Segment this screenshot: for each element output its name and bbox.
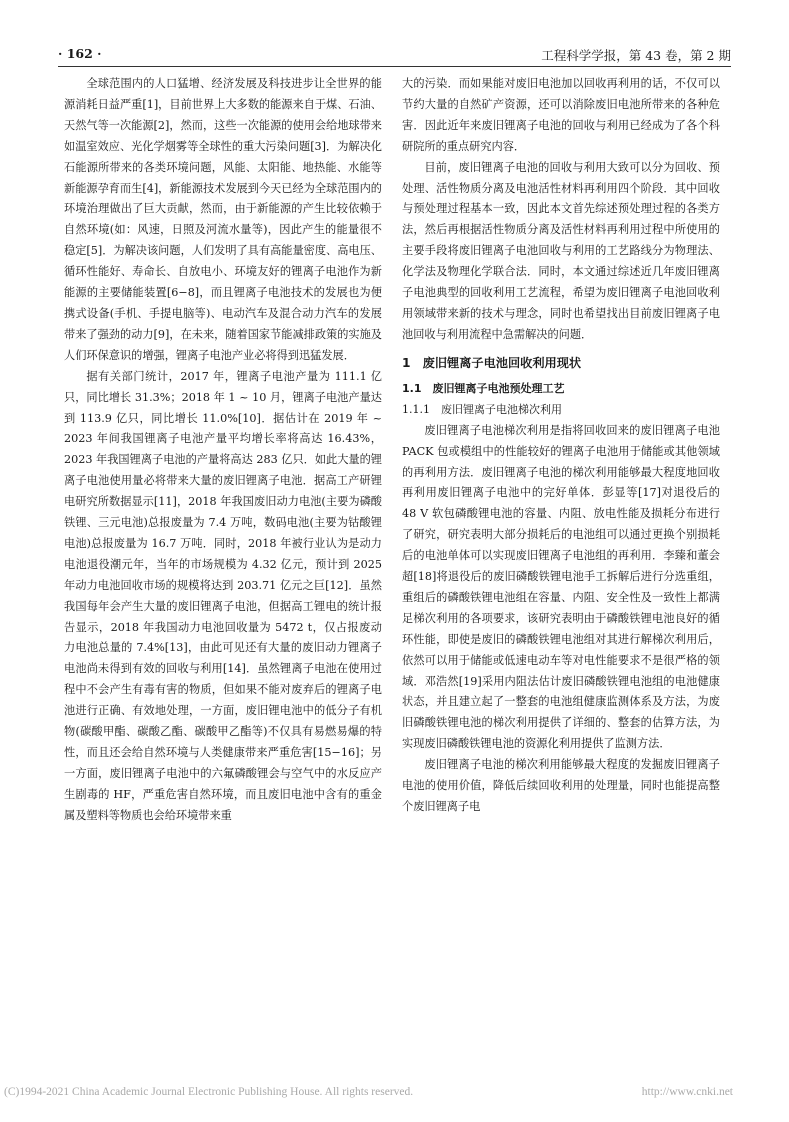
- paragraph: 目前，废旧锂离子电池的回收与利用大致可以分为回收、预处理、活性物质分离及电池活性材料再利用四个阶段．其中回收与预处理过程基本一致，因此本文首先综述预处理过程的各类方法，然后再根据活性物质分离及活性材料再利用过程中所使用的主要手段将废旧锂离子电池回收与利用的工艺路线分为物理法、化学法及物理化学联合法．同时，本文通过综述近几年废旧锂离子电池典型的回收利用工艺流程，希望为废旧锂离子电池回收利用领域带来新的技术与理念，同时也希望找出目前废旧锂离子电池回收与利用流程中急需解决的问题．: [402, 160, 720, 341]
- paragraph: 据有关部门统计，2017 年，锂离子电池产量为 111.1 亿只，同比增长 31.3%；2018 年 1 ~ 10 月，锂离子电池产量达到 113.9 亿只，同比增长 11.0%[10]．据估计在 2019 年 ~ 2023 年间我国锂离子电池产量平均增长率将高达 16.43%，2023 年我国锂离子电池的产量将高达 283 亿只．如此大量的锂离子电池使用量必将带来大量的废旧锂离子电池．据高工产研锂电研究所数据显示[11]，2018 年我国废旧动力电池(主要为磷酸铁锂、三元电池)总报废量为 7.4 万吨，数码电池(主要为钴酸锂电池)总报废量为 16.7 万吨．同时，2018 年被行业认为是动力电池退役潮元年，当年的市场规模为 4.32 亿元，预计到 2025 年动力电池回收市场的规模将达到 203.71 亿元之巨[12]．虽然我国每年会产生大量的废旧锂离子电池，但据高工锂电的统计报告显示，2018 年我国动力电池回收量为 5472 t，仅占报废动力电池总量的 7.4%[13]，由此可见还有大量的废旧动力锂离子电池尚未得到有效的回收与利用[14]．虽然锂离子电池在使用过程中不会产生有毒有害的物质，但如果不能对废弃后的锂离子电池进行正确、有效地处理，一方面，废旧锂电池中的低分子有机物(碳酸甲酯、碳酸乙酯、碳酸甲乙酯等)不仅具有易燃易爆的特性，而且还会给自然环境与人类健康带来严重危害[15−16]；另一方面，废旧锂离子电池中的六氟磷酸锂会与空气中的水反应产生剧毒的 HF，严重危害自然环境，而且废旧电池中含有的重金属及塑料等物质也会给环境带来重: [64, 369, 382, 822]
- paragraph: 废旧锂离子电池梯次利用是指将回收回来的废旧锂离子电池 PACK 包或模组中的性能较好的锂离子电池用于储能或其他领域的再利用方法．废旧锂离子电池的梯次利用能够最大程度地回收再利用废旧锂离子电池中的完好单体．彭显等[17]对退役后的 48 V 软包磷酸锂电池的容量、内阻、放电性能及损耗分布进行了研究，研究表明大部分损耗后的电池组可以通过更换个别损耗后的电池单体可以实现废旧锂离子电池组的再利用．李臻和董会超[18]将退役后的废旧磷酸铁锂电池手工拆解后进行分选重组，重组后的磷酸铁锂电池组在容量、内阻、安全性及一致性上都满足梯次利用的各项要求，该研究表明由于磷酸铁锂电池良好的循环性能，即使是废旧的磷酸铁锂电池组对其进行解梯次利用后，依然可以用于储能或低速电动车等对电性能要求不是很严格的领域．邓浩然[19]采用内阻法估计废旧磷酸铁锂电池组的电池健康状态，并且建立起了一整套的电池组健康监测体系及方法，为废旧磷酸铁锂电池的梯次利用提供了详细的、整套的估算方法，为实现废旧磷酸铁锂电池的资源化利用提供了监测方法．: [402, 423, 720, 751]
- header-rule: [58, 66, 731, 67]
- page-number: · 162 ·: [58, 46, 102, 61]
- right-column: [402, 74, 720, 818]
- page-header: [58, 46, 731, 66]
- footer-link[interactable]: http://www.cnki.net: [641, 1086, 733, 1098]
- paragraph-continued: 大的污染．而如果能对废旧电池加以回收再利用的话，不仅可以节约大量的自然矿产资源，还可以消除废旧电池所带来的各种危害．因此近年来废旧锂离子电池的回收与利用已经成为了各个科研院所的重点研究内容．: [402, 77, 720, 153]
- journal-info: 工程科学学报，第 43 卷，第 2 期: [541, 48, 731, 63]
- subsection-title: 1.1 废旧锂离子电池预处理工艺: [402, 381, 565, 395]
- left-column: [64, 74, 382, 827]
- subsubsection-title: 1.1.1 废旧锂离子电池梯次利用: [402, 402, 562, 416]
- section-title: 1 废旧锂离子电池回收利用现状: [402, 355, 582, 370]
- paragraph: 废旧锂离子电池的梯次利用能够最大程度的发掘废旧锂离子电池的使用价值，降低后续回收利用的处理量，同时也能提高整个废旧锂离子电: [402, 758, 720, 813]
- paragraph: 全球范围内的人口猛增、经济发展及科技进步让全世界的能源消耗日益严重[1]，目前世界上大多数的能源来自于煤、石油、天然气等一次能源[2]，然而，这些一次能源的使用会给地球带来如温室效应、光化学烟雾等全球性的重大污染问题[3]．为解决化石能源所带来的各类环境问题，风能、太阳能、地热能、水能等新能源孕育而生[4]，新能源技术发展到今天已经为全球范围内的环境治理做出了巨大贡献，然而，由于新能源的产生比较依赖于自然环境(如：风速，日照及河流水量等)，因此产生的能量很不稳定[5]．为解决该问题，人们发明了具有高能量密度、高电压、循环性能好、寿命长、自放电小、环境友好的锂离子电池作为新能源的主要储能装置[6−8]，而且锂离子电池技术的发展也为便携式设备(手机、手提电脑等)、电动汽车及混合动力汽车的发展带来了强劲的动力[9]，在未来，随着国家节能减排政策的实施及人们环保意识的增强，锂离子电池产业必将得到迅猛发展．: [64, 77, 382, 362]
- copyright-notice: (C)1994-2021 China Academic Journal Electronic Publishing House. All rights reserved.: [4, 1086, 414, 1098]
